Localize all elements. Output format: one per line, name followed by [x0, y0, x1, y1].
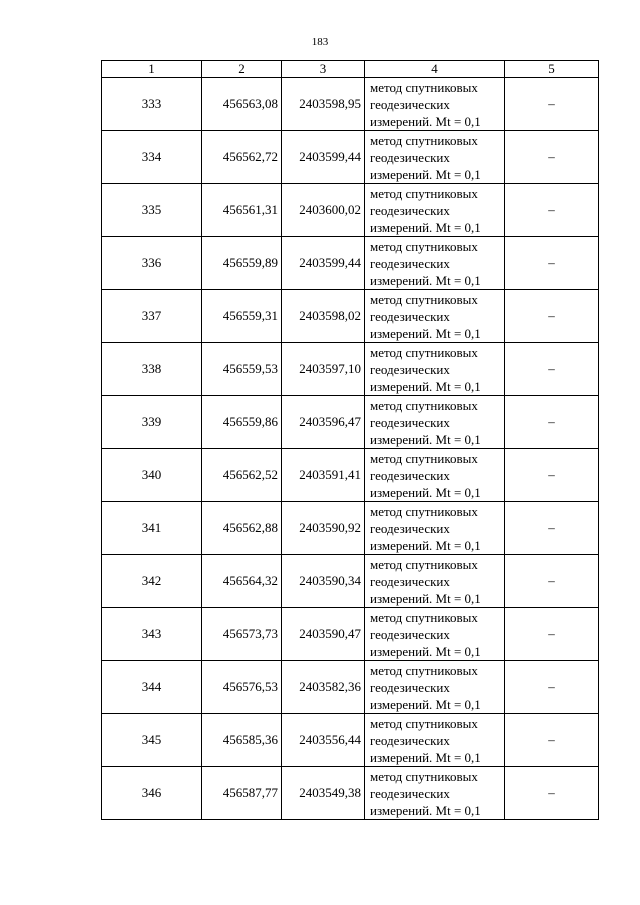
method-line-1: метод спутниковых	[370, 397, 478, 413]
point-number: 345	[102, 714, 202, 767]
note-dash: –	[505, 78, 599, 131]
note-dash: –	[505, 131, 599, 184]
table-row	[102, 78, 599, 131]
method-line-1: метод спутниковых	[370, 556, 478, 572]
table-row	[102, 290, 599, 343]
method-line-2: геодезических	[370, 785, 450, 801]
table-row	[102, 184, 599, 237]
coordinate-x: 456587,77	[202, 767, 282, 820]
table-row	[102, 502, 599, 555]
header-col-2: 2	[202, 61, 282, 78]
coordinate-x: 456562,72	[202, 131, 282, 184]
coordinate-y: 2403598,95	[282, 78, 365, 131]
table-row	[102, 555, 599, 608]
header-row	[102, 61, 599, 78]
point-number: 340	[102, 449, 202, 502]
method-line-2: геодезических	[370, 414, 450, 430]
note-dash: –	[505, 661, 599, 714]
table-row	[102, 714, 599, 767]
coordinate-x: 456573,73	[202, 608, 282, 661]
header-col-3: 3	[282, 61, 365, 78]
method-line-2: геодезических	[370, 520, 450, 536]
method-line-3: измерений. Mt = 0,1	[370, 272, 481, 288]
method-line-3: измерений. Mt = 0,1	[370, 749, 481, 765]
method-line-3: измерений. Mt = 0,1	[370, 378, 481, 394]
coordinate-x: 456562,88	[202, 502, 282, 555]
coordinate-x: 456564,32	[202, 555, 282, 608]
coordinate-y: 2403590,92	[282, 502, 365, 555]
coordinate-y: 2403549,38	[282, 767, 365, 820]
point-number: 346	[102, 767, 202, 820]
coordinate-y: 2403556,44	[282, 714, 365, 767]
header-col-5: 5	[505, 61, 599, 78]
method-line-2: геодезических	[370, 732, 450, 748]
method-line-2: геодезических	[370, 96, 450, 112]
coordinates-table	[101, 60, 599, 820]
coordinate-y: 2403597,10	[282, 343, 365, 396]
method-line-2: геодезических	[370, 361, 450, 377]
method-line-3: измерений. Mt = 0,1	[370, 590, 481, 606]
method-line-3: измерений. Mt = 0,1	[370, 219, 481, 235]
header-col-1: 1	[102, 61, 202, 78]
method-line-1: метод спутниковых	[370, 503, 478, 519]
note-dash: –	[505, 290, 599, 343]
method-cell	[365, 502, 505, 555]
table-row	[102, 237, 599, 290]
coordinate-y: 2403590,47	[282, 608, 365, 661]
method-line-3: измерений. Mt = 0,1	[370, 325, 481, 341]
method-line-3: измерений. Mt = 0,1	[370, 802, 481, 818]
method-line-2: геодезических	[370, 202, 450, 218]
point-number: 338	[102, 343, 202, 396]
point-number: 336	[102, 237, 202, 290]
note-dash: –	[505, 449, 599, 502]
table-body	[102, 78, 599, 820]
method-line-1: метод спутниковых	[370, 662, 478, 678]
point-number: 333	[102, 78, 202, 131]
method-line-1: метод спутниковых	[370, 768, 478, 784]
table-header	[102, 61, 599, 78]
coordinate-x: 456562,52	[202, 449, 282, 502]
point-number: 342	[102, 555, 202, 608]
method-line-3: измерений. Mt = 0,1	[370, 431, 481, 447]
method-line-1: метод спутниковых	[370, 715, 478, 731]
coordinate-x: 456561,31	[202, 184, 282, 237]
method-line-1: метод спутниковых	[370, 344, 478, 360]
note-dash: –	[505, 714, 599, 767]
method-line-2: геодезических	[370, 255, 450, 271]
method-cell	[365, 184, 505, 237]
point-number: 334	[102, 131, 202, 184]
coordinate-y: 2403599,44	[282, 131, 365, 184]
point-number: 341	[102, 502, 202, 555]
method-cell	[365, 767, 505, 820]
method-cell	[365, 449, 505, 502]
table-row	[102, 767, 599, 820]
table-row	[102, 661, 599, 714]
method-cell	[365, 237, 505, 290]
method-cell	[365, 131, 505, 184]
method-cell	[365, 714, 505, 767]
coordinate-y: 2403582,36	[282, 661, 365, 714]
coordinate-x: 456559,89	[202, 237, 282, 290]
method-line-2: геодезических	[370, 149, 450, 165]
method-line-1: метод спутниковых	[370, 79, 478, 95]
coordinate-x: 456576,53	[202, 661, 282, 714]
coordinate-y: 2403598,02	[282, 290, 365, 343]
table-row	[102, 396, 599, 449]
method-line-1: метод спутниковых	[370, 185, 478, 201]
method-line-3: измерений. Mt = 0,1	[370, 537, 481, 553]
header-col-4: 4	[365, 61, 505, 78]
table-row	[102, 608, 599, 661]
method-cell	[365, 396, 505, 449]
coordinate-x: 456559,31	[202, 290, 282, 343]
method-cell	[365, 608, 505, 661]
note-dash: –	[505, 767, 599, 820]
method-cell	[365, 343, 505, 396]
point-number: 337	[102, 290, 202, 343]
method-line-2: геодезических	[370, 308, 450, 324]
point-number: 344	[102, 661, 202, 714]
method-cell	[365, 78, 505, 131]
method-line-1: метод спутниковых	[370, 238, 478, 254]
table-row	[102, 131, 599, 184]
coordinate-y: 2403591,41	[282, 449, 365, 502]
point-number: 335	[102, 184, 202, 237]
note-dash: –	[505, 608, 599, 661]
table-row	[102, 449, 599, 502]
note-dash: –	[505, 555, 599, 608]
point-number: 343	[102, 608, 202, 661]
method-line-2: геодезических	[370, 626, 450, 642]
method-line-2: геодезических	[370, 573, 450, 589]
method-line-1: метод спутниковых	[370, 450, 478, 466]
method-line-1: метод спутниковых	[370, 291, 478, 307]
coordinate-x: 456563,08	[202, 78, 282, 131]
coordinate-y: 2403599,44	[282, 237, 365, 290]
coordinate-y: 2403600,02	[282, 184, 365, 237]
coordinate-y: 2403590,34	[282, 555, 365, 608]
method-line-3: измерений. Mt = 0,1	[370, 484, 481, 500]
method-cell	[365, 555, 505, 608]
table-row	[102, 343, 599, 396]
method-line-2: геодезических	[370, 467, 450, 483]
note-dash: –	[505, 343, 599, 396]
method-line-1: метод спутниковых	[370, 609, 478, 625]
note-dash: –	[505, 237, 599, 290]
coordinate-x: 456559,53	[202, 343, 282, 396]
note-dash: –	[505, 502, 599, 555]
coordinate-y: 2403596,47	[282, 396, 365, 449]
method-line-2: геодезических	[370, 679, 450, 695]
page-number: 183	[311, 36, 329, 48]
method-cell	[365, 290, 505, 343]
method-line-3: измерений. Mt = 0,1	[370, 166, 481, 182]
method-line-3: измерений. Mt = 0,1	[370, 643, 481, 659]
method-line-3: измерений. Mt = 0,1	[370, 113, 481, 129]
point-number: 339	[102, 396, 202, 449]
note-dash: –	[505, 184, 599, 237]
note-dash: –	[505, 396, 599, 449]
method-line-3: измерений. Mt = 0,1	[370, 696, 481, 712]
method-cell	[365, 661, 505, 714]
coordinate-x: 456559,86	[202, 396, 282, 449]
coordinate-x: 456585,36	[202, 714, 282, 767]
method-line-1: метод спутниковых	[370, 132, 478, 148]
